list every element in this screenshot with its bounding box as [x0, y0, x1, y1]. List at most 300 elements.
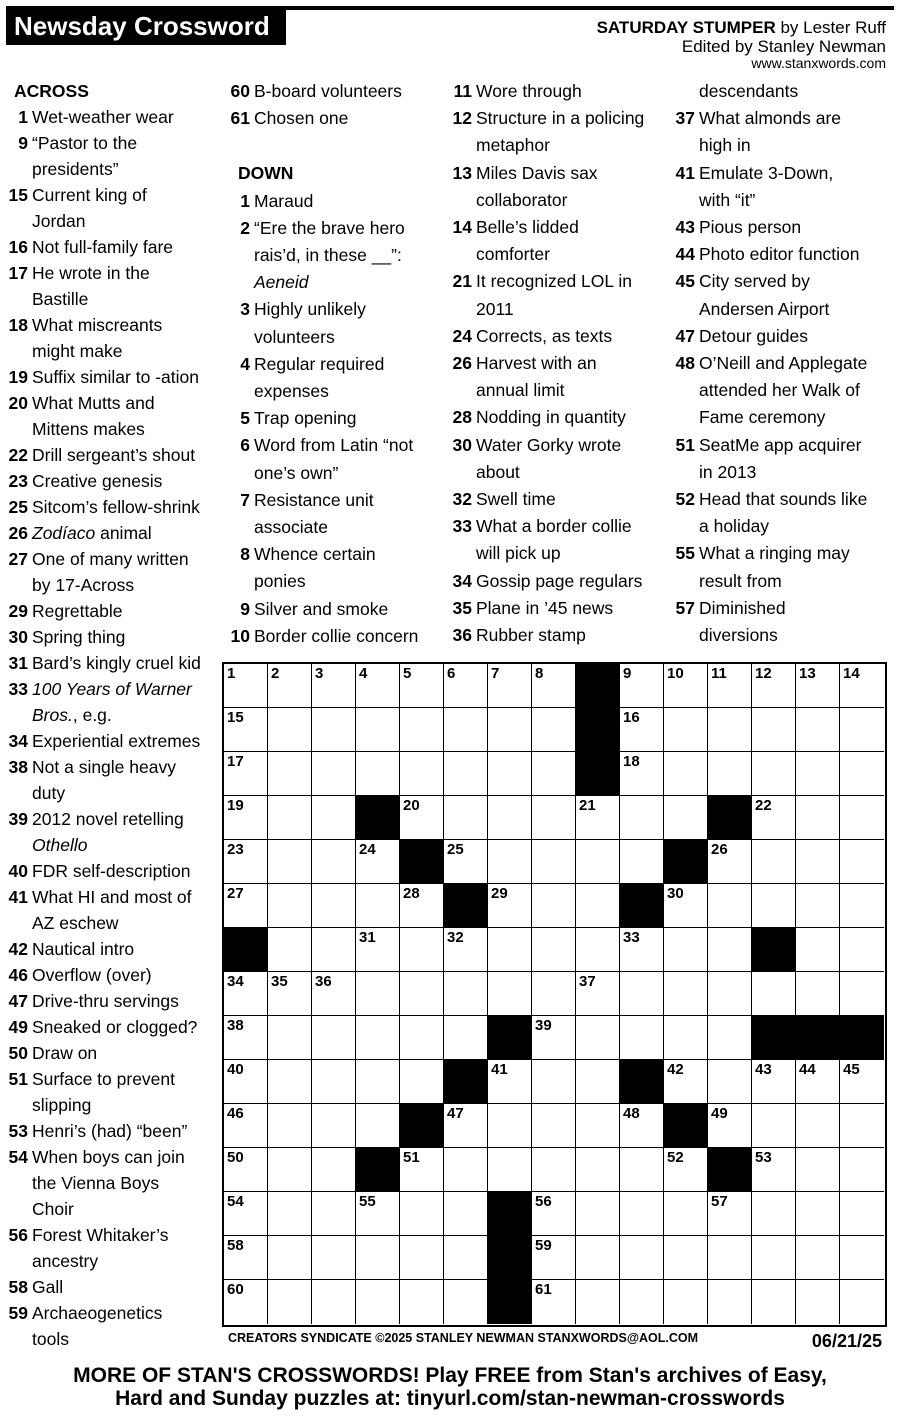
grid-cell[interactable]	[224, 752, 268, 796]
grid-cell[interactable]	[576, 972, 620, 1016]
grid-cell[interactable]	[224, 1016, 268, 1060]
clue-line[interactable]	[6, 702, 222, 728]
grid-cell[interactable]	[356, 1060, 400, 1104]
clue-line[interactable]	[673, 486, 895, 513]
grid-cell[interactable]	[840, 708, 884, 752]
grid-cell[interactable]	[796, 884, 840, 928]
grid-cell[interactable]	[532, 840, 576, 884]
grid-cell[interactable]	[752, 796, 796, 840]
grid-cell[interactable]	[400, 928, 444, 972]
grid-cell[interactable]	[796, 1236, 840, 1280]
grid-cell[interactable]	[400, 1192, 444, 1236]
grid-cell[interactable]	[708, 1060, 752, 1104]
grid-cell[interactable]	[444, 708, 488, 752]
clue-line[interactable]	[673, 404, 895, 431]
clue-line[interactable]	[228, 541, 443, 568]
clue-line[interactable]	[6, 936, 222, 962]
clue-line[interactable]	[228, 324, 443, 351]
grid-cell[interactable]	[356, 928, 400, 972]
clue-line[interactable]	[450, 432, 665, 459]
grid-cell[interactable]	[532, 1104, 576, 1148]
clue-line[interactable]	[673, 296, 895, 323]
clue-line[interactable]	[6, 1040, 222, 1066]
grid-cell[interactable]	[620, 1236, 664, 1280]
grid-cell[interactable]	[488, 884, 532, 928]
grid-cell[interactable]	[620, 840, 664, 884]
grid-cell[interactable]	[268, 840, 312, 884]
grid-cell[interactable]	[532, 1016, 576, 1060]
grid-cell[interactable]	[664, 708, 708, 752]
clue-line[interactable]	[6, 156, 222, 182]
grid-cell[interactable]	[268, 752, 312, 796]
clue-line[interactable]	[228, 105, 443, 132]
grid-cell[interactable]	[312, 972, 356, 1016]
grid-cell[interactable]	[752, 1192, 796, 1236]
clue-line[interactable]	[450, 459, 665, 486]
clue-line[interactable]	[450, 568, 665, 595]
clue-line[interactable]	[228, 351, 443, 378]
grid-cell[interactable]	[532, 1280, 576, 1324]
grid-cell[interactable]	[576, 1280, 620, 1324]
grid-cell[interactable]	[400, 1016, 444, 1060]
grid-cell[interactable]	[752, 664, 796, 708]
grid-cell[interactable]	[664, 1192, 708, 1236]
grid-cell[interactable]	[400, 708, 444, 752]
grid-cell[interactable]	[576, 1016, 620, 1060]
clue-line[interactable]	[228, 188, 443, 215]
grid-cell[interactable]	[840, 1104, 884, 1148]
clue-line[interactable]	[6, 208, 222, 234]
grid-cell[interactable]	[664, 1060, 708, 1104]
grid-cell[interactable]	[224, 1236, 268, 1280]
grid-cell[interactable]	[312, 840, 356, 884]
clue-line[interactable]	[6, 312, 222, 338]
grid-cell[interactable]	[312, 1192, 356, 1236]
grid-cell[interactable]	[312, 708, 356, 752]
grid-cell[interactable]	[752, 972, 796, 1016]
grid-cell[interactable]	[576, 1192, 620, 1236]
grid-cell[interactable]	[488, 1060, 532, 1104]
grid-cell[interactable]	[620, 1148, 664, 1192]
grid-cell[interactable]	[400, 884, 444, 928]
clue-line[interactable]	[450, 296, 665, 323]
grid-cell[interactable]	[708, 664, 752, 708]
grid-cell[interactable]	[840, 884, 884, 928]
clue-line[interactable]	[6, 546, 222, 572]
clue-line[interactable]	[450, 350, 665, 377]
grid-cell[interactable]	[840, 928, 884, 972]
grid-cell[interactable]	[708, 972, 752, 1016]
clue-line[interactable]	[6, 1222, 222, 1248]
grid-cell[interactable]	[268, 1104, 312, 1148]
grid-cell[interactable]	[620, 752, 664, 796]
grid-cell[interactable]	[488, 664, 532, 708]
clue-line[interactable]	[450, 214, 665, 241]
grid-cell[interactable]	[752, 1060, 796, 1104]
grid-cell[interactable]	[620, 796, 664, 840]
clue-line[interactable]	[6, 1248, 222, 1274]
clue-line[interactable]	[228, 378, 443, 405]
grid-cell[interactable]	[224, 972, 268, 1016]
grid-cell[interactable]	[664, 664, 708, 708]
clue-line[interactable]	[450, 268, 665, 295]
grid-cell[interactable]	[268, 1280, 312, 1324]
clue-line[interactable]	[6, 754, 222, 780]
clue-line[interactable]	[228, 514, 443, 541]
grid-cell[interactable]	[840, 664, 884, 708]
grid-cell[interactable]	[488, 708, 532, 752]
grid-cell[interactable]	[752, 1280, 796, 1324]
grid-cell[interactable]	[400, 1236, 444, 1280]
grid-cell[interactable]	[796, 664, 840, 708]
clue-line[interactable]	[228, 78, 443, 105]
grid-cell[interactable]	[708, 1104, 752, 1148]
grid-cell[interactable]	[796, 796, 840, 840]
grid-cell[interactable]	[664, 1016, 708, 1060]
grid-cell[interactable]	[664, 796, 708, 840]
clue-line[interactable]	[6, 1300, 222, 1326]
grid-cell[interactable]	[444, 840, 488, 884]
grid-cell[interactable]	[576, 1148, 620, 1192]
clue-line[interactable]	[6, 728, 222, 754]
grid-cell[interactable]	[312, 1280, 356, 1324]
grid-cell[interactable]	[796, 1280, 840, 1324]
clue-line[interactable]	[673, 160, 895, 187]
clue-line[interactable]	[450, 486, 665, 513]
grid-cell[interactable]	[312, 1236, 356, 1280]
grid-cell[interactable]	[708, 1192, 752, 1236]
grid-cell[interactable]	[224, 664, 268, 708]
grid-cell[interactable]	[268, 1148, 312, 1192]
clue-line[interactable]	[6, 676, 222, 702]
clue-line[interactable]	[6, 286, 222, 312]
grid-cell[interactable]	[312, 664, 356, 708]
grid-cell[interactable]	[532, 1148, 576, 1192]
clue-line[interactable]	[6, 364, 222, 390]
clue-line[interactable]	[450, 160, 665, 187]
grid-cell[interactable]	[620, 664, 664, 708]
grid-cell[interactable]	[312, 1016, 356, 1060]
grid-cell[interactable]	[840, 1148, 884, 1192]
clue-line[interactable]	[450, 377, 665, 404]
grid-cell[interactable]	[444, 1236, 488, 1280]
clue-line[interactable]	[6, 234, 222, 260]
grid-cell[interactable]	[796, 972, 840, 1016]
clue-line[interactable]	[6, 1326, 222, 1352]
clue-line[interactable]	[228, 405, 443, 432]
grid-cell[interactable]	[488, 1104, 532, 1148]
clue-line[interactable]	[673, 513, 895, 540]
grid-cell[interactable]	[356, 1192, 400, 1236]
grid-cell[interactable]	[576, 884, 620, 928]
grid-cell[interactable]	[268, 884, 312, 928]
grid-cell[interactable]	[620, 928, 664, 972]
grid-cell[interactable]	[532, 708, 576, 752]
clue-line[interactable]	[228, 242, 443, 269]
grid-cell[interactable]	[224, 796, 268, 840]
grid-cell[interactable]	[312, 884, 356, 928]
grid-cell[interactable]	[268, 1236, 312, 1280]
grid-cell[interactable]	[356, 972, 400, 1016]
clue-line[interactable]	[673, 78, 895, 105]
grid-cell[interactable]	[708, 752, 752, 796]
clue-line[interactable]	[6, 624, 222, 650]
clue-line[interactable]	[228, 487, 443, 514]
clue-line[interactable]	[673, 187, 895, 214]
clue-line[interactable]	[6, 1092, 222, 1118]
clue-line[interactable]	[450, 513, 665, 540]
clue-line[interactable]	[673, 268, 895, 295]
grid-cell[interactable]	[532, 1192, 576, 1236]
grid-cell[interactable]	[532, 752, 576, 796]
grid-cell[interactable]	[444, 1016, 488, 1060]
grid-cell[interactable]	[708, 1016, 752, 1060]
clue-line[interactable]	[450, 595, 665, 622]
grid-cell[interactable]	[796, 928, 840, 972]
grid-cell[interactable]	[796, 1192, 840, 1236]
grid-cell[interactable]	[840, 840, 884, 884]
clue-line[interactable]	[6, 806, 222, 832]
clue-line[interactable]	[673, 377, 895, 404]
clue-line[interactable]	[673, 568, 895, 595]
grid-cell[interactable]	[400, 1280, 444, 1324]
grid-cell[interactable]	[576, 1060, 620, 1104]
clue-line[interactable]	[6, 1144, 222, 1170]
clue-line[interactable]	[6, 130, 222, 156]
clue-line[interactable]	[6, 780, 222, 806]
grid-cell[interactable]	[664, 884, 708, 928]
grid-cell[interactable]	[796, 1104, 840, 1148]
grid-cell[interactable]	[444, 796, 488, 840]
grid-cell[interactable]	[488, 796, 532, 840]
clue-line[interactable]	[450, 241, 665, 268]
grid-cell[interactable]	[400, 796, 444, 840]
grid-cell[interactable]	[620, 1280, 664, 1324]
grid-cell[interactable]	[752, 884, 796, 928]
grid-cell[interactable]	[620, 1016, 664, 1060]
grid-cell[interactable]	[444, 1104, 488, 1148]
clue-line[interactable]	[228, 623, 443, 650]
grid-cell[interactable]	[708, 840, 752, 884]
grid-cell[interactable]	[488, 1148, 532, 1192]
grid-cell[interactable]	[312, 796, 356, 840]
grid-cell[interactable]	[444, 1192, 488, 1236]
website-link[interactable]: www.stanxwords.com	[751, 55, 886, 71]
grid-cell[interactable]	[224, 1060, 268, 1104]
grid-cell[interactable]	[576, 796, 620, 840]
grid-cell[interactable]	[356, 708, 400, 752]
grid-cell[interactable]	[268, 1016, 312, 1060]
grid-cell[interactable]	[356, 884, 400, 928]
clue-line[interactable]	[673, 214, 895, 241]
clue-line[interactable]	[450, 622, 665, 649]
grid-cell[interactable]	[488, 840, 532, 884]
grid-cell[interactable]	[224, 708, 268, 752]
grid-cell[interactable]	[576, 1236, 620, 1280]
clue-line[interactable]	[6, 520, 222, 546]
clue-line[interactable]	[6, 104, 222, 130]
grid-cell[interactable]	[840, 1192, 884, 1236]
clue-line[interactable]	[6, 910, 222, 936]
clue-line[interactable]	[6, 572, 222, 598]
grid-cell[interactable]	[664, 928, 708, 972]
grid-cell[interactable]	[268, 1192, 312, 1236]
clue-line[interactable]	[6, 260, 222, 286]
clue-line[interactable]	[450, 187, 665, 214]
grid-cell[interactable]	[752, 1148, 796, 1192]
grid-cell[interactable]	[268, 796, 312, 840]
clue-line[interactable]	[450, 404, 665, 431]
grid-cell[interactable]	[840, 752, 884, 796]
clue-line[interactable]	[228, 596, 443, 623]
clue-line[interactable]	[6, 338, 222, 364]
clue-line[interactable]	[228, 568, 443, 595]
grid-cell[interactable]	[620, 1104, 664, 1148]
clue-line[interactable]	[228, 296, 443, 323]
grid-cell[interactable]	[532, 884, 576, 928]
clue-line[interactable]	[6, 598, 222, 624]
clue-line[interactable]	[6, 468, 222, 494]
grid-cell[interactable]	[444, 972, 488, 1016]
grid-cell[interactable]	[620, 708, 664, 752]
clue-line[interactable]	[673, 105, 895, 132]
grid-cell[interactable]	[840, 1280, 884, 1324]
grid-cell[interactable]	[224, 1104, 268, 1148]
clue-line[interactable]	[6, 416, 222, 442]
grid-cell[interactable]	[488, 972, 532, 1016]
clue-line[interactable]	[6, 1014, 222, 1040]
grid-cell[interactable]	[224, 840, 268, 884]
clue-line[interactable]	[673, 459, 895, 486]
grid-cell[interactable]	[796, 1060, 840, 1104]
grid-cell[interactable]	[444, 1280, 488, 1324]
clue-line[interactable]	[6, 442, 222, 468]
clue-line[interactable]	[673, 132, 895, 159]
grid-cell[interactable]	[356, 1280, 400, 1324]
clue-line[interactable]	[450, 323, 665, 350]
clue-line[interactable]	[673, 622, 895, 649]
grid-cell[interactable]	[620, 1192, 664, 1236]
grid-cell[interactable]	[356, 1236, 400, 1280]
grid-cell[interactable]	[708, 1236, 752, 1280]
grid-cell[interactable]	[752, 840, 796, 884]
grid-cell[interactable]	[708, 708, 752, 752]
clue-line[interactable]	[6, 182, 222, 208]
grid-cell[interactable]	[356, 1104, 400, 1148]
grid-cell[interactable]	[664, 752, 708, 796]
grid-cell[interactable]	[532, 1236, 576, 1280]
grid-cell[interactable]	[268, 972, 312, 1016]
clue-line[interactable]	[6, 988, 222, 1014]
grid-cell[interactable]	[356, 664, 400, 708]
grid-cell[interactable]	[532, 972, 576, 1016]
clue-line[interactable]	[6, 1274, 222, 1300]
grid-cell[interactable]	[488, 928, 532, 972]
grid-cell[interactable]	[268, 708, 312, 752]
grid-cell[interactable]	[312, 928, 356, 972]
clue-line[interactable]	[6, 494, 222, 520]
grid-cell[interactable]	[400, 1060, 444, 1104]
clue-line[interactable]	[6, 390, 222, 416]
clue-line[interactable]	[673, 595, 895, 622]
grid-cell[interactable]	[268, 1060, 312, 1104]
clue-line[interactable]	[673, 540, 895, 567]
grid-cell[interactable]	[444, 928, 488, 972]
grid-cell[interactable]	[708, 928, 752, 972]
grid-cell[interactable]	[488, 752, 532, 796]
clue-line[interactable]	[450, 132, 665, 159]
clue-line[interactable]	[228, 432, 443, 459]
grid-cell[interactable]	[620, 972, 664, 1016]
clue-line[interactable]	[673, 323, 895, 350]
grid-cell[interactable]	[224, 884, 268, 928]
grid-cell[interactable]	[224, 1148, 268, 1192]
clue-line[interactable]	[673, 241, 895, 268]
grid-cell[interactable]	[532, 664, 576, 708]
grid-cell[interactable]	[752, 1236, 796, 1280]
clue-line[interactable]	[673, 432, 895, 459]
clue-line[interactable]	[450, 105, 665, 132]
grid-cell[interactable]	[576, 840, 620, 884]
grid-cell[interactable]	[796, 1148, 840, 1192]
clue-line[interactable]	[6, 962, 222, 988]
grid-cell[interactable]	[268, 664, 312, 708]
clue-line[interactable]	[6, 858, 222, 884]
clue-line[interactable]	[6, 1196, 222, 1222]
clue-line[interactable]	[6, 1066, 222, 1092]
grid-cell[interactable]	[400, 972, 444, 1016]
grid-cell[interactable]	[268, 928, 312, 972]
grid-cell[interactable]	[400, 752, 444, 796]
grid-cell[interactable]	[224, 1192, 268, 1236]
grid-cell[interactable]	[400, 1148, 444, 1192]
grid-cell[interactable]	[444, 752, 488, 796]
grid-cell[interactable]	[576, 1104, 620, 1148]
grid-cell[interactable]	[400, 664, 444, 708]
grid-cell[interactable]	[708, 884, 752, 928]
grid-cell[interactable]	[356, 752, 400, 796]
grid-cell[interactable]	[356, 840, 400, 884]
grid-cell[interactable]	[224, 1280, 268, 1324]
grid-cell[interactable]	[532, 1060, 576, 1104]
grid-cell[interactable]	[796, 708, 840, 752]
clue-line[interactable]	[450, 540, 665, 567]
clue-line[interactable]	[6, 650, 222, 676]
grid-cell[interactable]	[840, 1060, 884, 1104]
clue-line[interactable]	[6, 1170, 222, 1196]
grid-cell[interactable]	[532, 796, 576, 840]
clue-line[interactable]	[6, 832, 222, 858]
clue-line[interactable]	[450, 78, 665, 105]
grid-cell[interactable]	[752, 708, 796, 752]
grid-cell[interactable]	[444, 664, 488, 708]
grid-cell[interactable]	[312, 1104, 356, 1148]
grid-cell[interactable]	[664, 1148, 708, 1192]
grid-cell[interactable]	[708, 1280, 752, 1324]
clue-line[interactable]	[6, 884, 222, 910]
clue-line[interactable]	[673, 350, 895, 377]
grid-cell[interactable]	[796, 840, 840, 884]
grid-cell[interactable]	[840, 972, 884, 1016]
clue-line[interactable]	[6, 1118, 222, 1144]
grid-cell[interactable]	[840, 796, 884, 840]
grid-cell[interactable]	[664, 1280, 708, 1324]
grid-cell[interactable]	[312, 1060, 356, 1104]
grid-cell[interactable]	[356, 1016, 400, 1060]
clue-line[interactable]	[228, 269, 443, 296]
grid-cell[interactable]	[840, 1236, 884, 1280]
grid-cell[interactable]	[664, 1236, 708, 1280]
